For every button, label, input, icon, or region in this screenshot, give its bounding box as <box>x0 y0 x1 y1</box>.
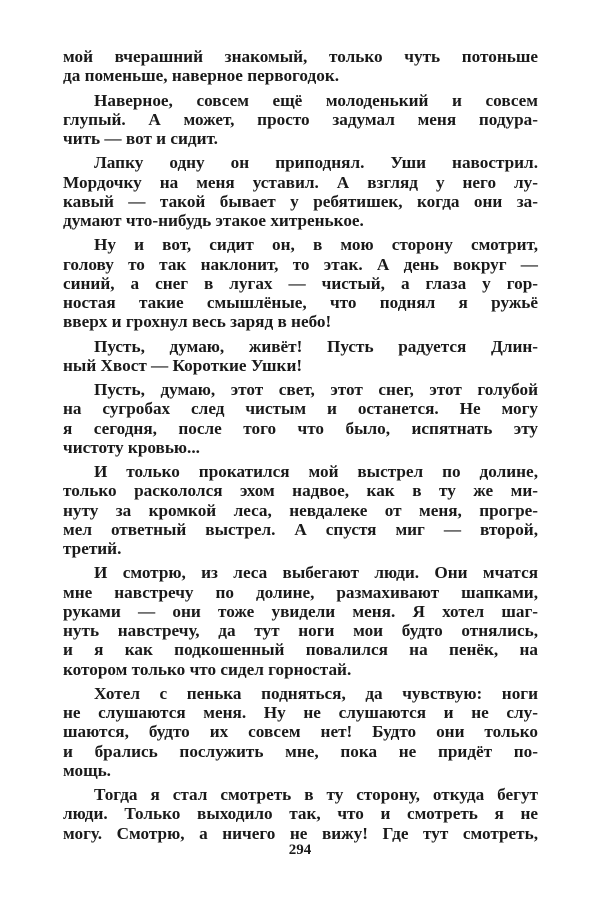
text-line: нуту за кромкой леса, невдалеке от меня, прогре- <box>63 500 538 520</box>
text-line: да поменьше, наверное первогодок. <box>63 66 340 86</box>
text-line: руками — они тоже увидели меня. Я хотел шаг- <box>63 601 538 621</box>
text-line: только раскололся эхом надвое, как в ту же ми- <box>63 481 538 501</box>
text-line: И смотрю, из леса выбегают люди. Они мчатся <box>94 563 538 583</box>
page-body-text <box>63 47 538 843</box>
text-line: на сугробах след чистым и останется. Не могу <box>63 399 538 419</box>
text-line: мне навстречу по долине, размахивают шапками, <box>63 582 538 602</box>
text-line: И только прокатился мой выстрел по долине, <box>94 462 538 481</box>
paragraph <box>63 684 538 780</box>
paragraph <box>63 785 538 843</box>
text-line: ностая такие смышлёные, что поднял я ружьё <box>63 293 538 312</box>
text-line: и брались послужить мне, пока не придёт по- <box>63 741 538 761</box>
paragraph <box>63 462 538 558</box>
text-line: глупый. А может, просто задумал меня подура- <box>63 109 538 129</box>
paragraph <box>63 47 538 86</box>
page-number: 294 <box>288 842 312 858</box>
paragraph <box>63 153 538 230</box>
text-line: мощь. <box>63 760 111 780</box>
paragraph <box>63 235 538 331</box>
text-line: могу. Смотрю, а ничего не вижу! Где тут смотреть, <box>63 823 538 843</box>
text-line: и я как подкошенный повалился на пенёк, на <box>63 640 538 660</box>
paragraph <box>63 380 538 457</box>
text-line: Ну и вот, сидит он, в мою сторону смотрит, <box>94 235 538 255</box>
text-line: синий, а снег в лугах — чистый, а глаза у гор- <box>63 273 538 293</box>
text-line: Наверное, совсем ещё молоденький и совсем <box>94 90 538 110</box>
text-line: Пусть, думаю, этот свет, этот снег, этот голубой <box>94 380 538 399</box>
text-line: Пусть, думаю, живёт! Пусть радуется Длин- <box>94 336 538 356</box>
text-line: мел ответный выстрел. А спустя миг — второй, <box>63 519 538 539</box>
paragraph <box>63 337 538 376</box>
text-line: не слушаются меня. Ну не слушаются и не слу- <box>63 703 538 722</box>
text-line: котором только что сидел горностай. <box>63 659 352 679</box>
text-line: чистоту кровью... <box>63 437 200 457</box>
text-line: ный Хвост — Короткие Ушки! <box>63 355 303 375</box>
text-line: думают что-нибудь этакое хитренькое. <box>63 211 364 230</box>
text-line: голову то так наклонит, то этак. А день вокруг — <box>63 254 538 274</box>
text-line: Лапку одну он приподнял. Уши навострил. <box>94 153 538 173</box>
text-line: нуть навстречу, да тут ноги мои будто отнялись, <box>63 621 538 640</box>
text-line: третий. <box>63 539 122 558</box>
text-line: шаются, будто их совсем нет! Будто они только <box>63 722 538 742</box>
text-line: я сегодня, после того что было, испятнать эту <box>63 418 538 438</box>
text-line: мой вчерашний знакомый, только чуть потоньше <box>63 47 538 66</box>
paragraph <box>63 563 538 679</box>
text-line: люди. Только выходило так, что и смотреть я не <box>63 804 538 824</box>
text-line: вверх и грохнул весь заряд в небо! <box>63 312 332 332</box>
paragraph <box>63 91 538 149</box>
text-line: Хотел с пенька подняться, да чувствую: ноги <box>94 683 538 703</box>
text-line: чить — вот и сидит. <box>63 129 218 148</box>
text-line: Мордочку на меня уставил. А взгляд у него лу- <box>63 172 538 192</box>
text-line: кавый — такой бывает у ребятишек, когда они за- <box>63 191 538 211</box>
text-line: Тогда я стал смотреть в ту сторону, откуда бегут <box>94 785 538 804</box>
